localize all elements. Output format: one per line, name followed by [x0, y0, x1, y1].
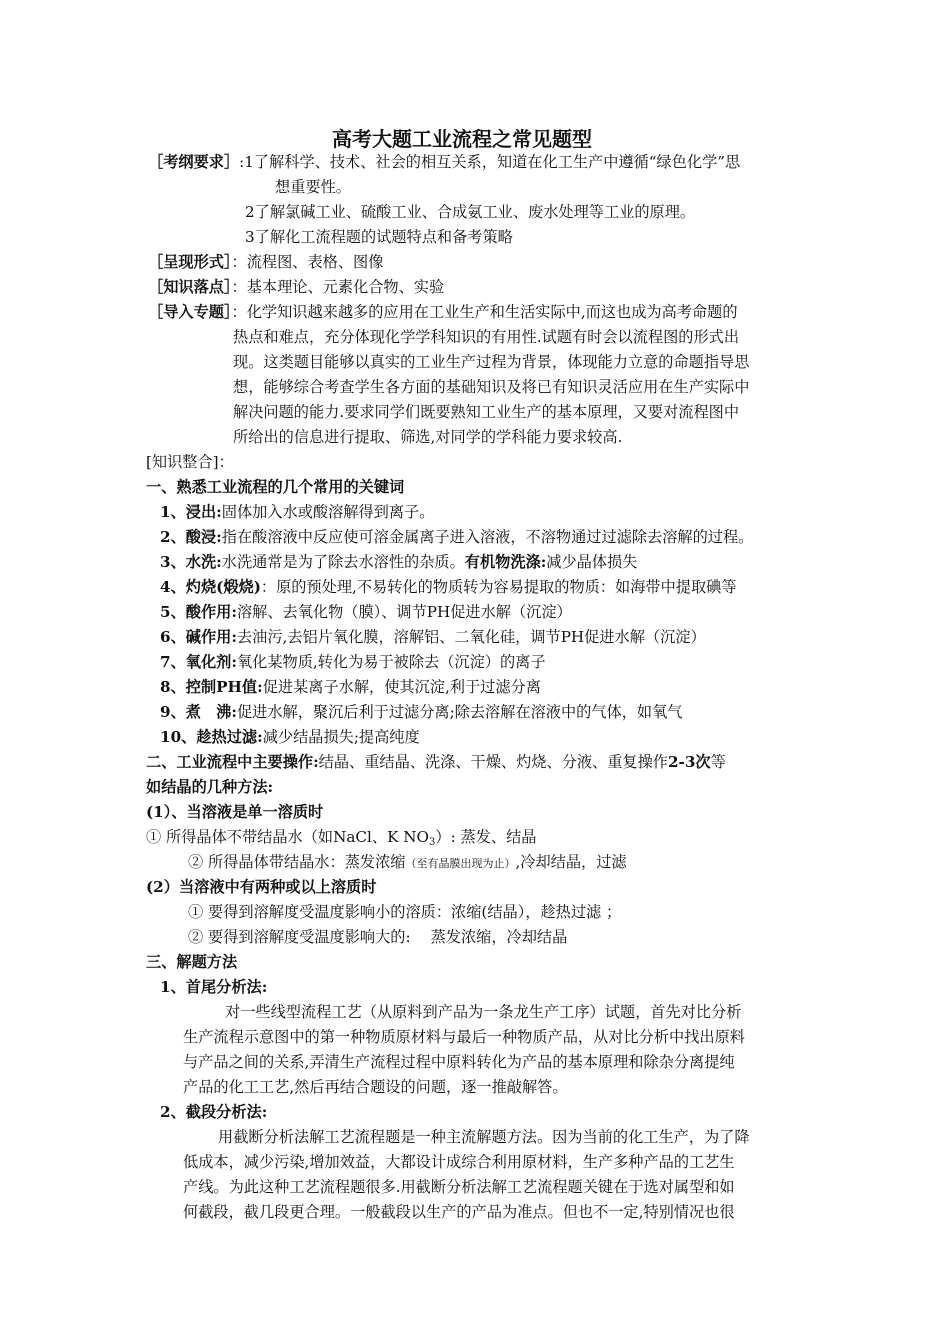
keyword-desc-2: 减少晶体损失	[546, 553, 638, 571]
keyword-term: 5、酸作用:	[160, 603, 237, 621]
daoru-line-1	[148, 302, 738, 322]
keyword-term: 8、控制PH值:	[160, 678, 263, 696]
kaogang-item-2: 2了解氯碱工业、硫酸工业、合成氨工业、废水处理等工业的原理。	[245, 203, 696, 221]
method-1-line: 与产品之间的关系,弄清生产流程过程中原料转化为产品的基本原理和除杂分离提纯	[183, 1053, 735, 1071]
keyword-item	[160, 727, 420, 747]
case-2-line-1: ① 要得到溶解度受温度影响小的溶质：浓缩(结晶），趁热过滤 ；	[188, 903, 622, 921]
keyword-term: 7、氧化剂:	[160, 653, 237, 671]
method-2-line: 何截段，截几段更合理。一般截段以生产的产品为准点。但也不一定,特别情况也很	[183, 1203, 735, 1221]
zhenghe-label: [知识整合]：	[146, 453, 234, 471]
daoru-text-2: 热点和难点，充分体现化学学科知识的有用性.试题有时会以流程图的形式出	[233, 328, 740, 346]
keyword-item	[160, 702, 683, 722]
case-1-line-2b: ,冷却结晶，过滤	[515, 853, 627, 871]
kaogang-label: ［考纲要求］	[148, 153, 240, 171]
keyword-item	[160, 577, 737, 597]
keyword-desc: 固体加入水或酸溶解得到离子。	[221, 503, 435, 521]
keyword-desc: ：原的预处理,不易转化的物质转为容易提取的物质：如海带中提取碘等	[260, 578, 737, 596]
method-1-heading: 1、首尾分析法:	[160, 978, 268, 996]
keyword-item	[160, 527, 753, 547]
keyword-item	[160, 602, 572, 622]
keyword-desc: 溶解、去氧化物（膜）、调节PH促进水解（沉淀）	[236, 603, 572, 621]
zhishi-luodian-line	[148, 277, 444, 297]
method-2-line: 用截断分析法解工艺流程题是一种主流解题方法。因为当前的化工生产，为了降	[218, 1128, 750, 1146]
keyword-desc: 减少结晶损失;提高纯度	[262, 728, 420, 746]
keyword-desc: 促进水解，聚沉后利于过滤分离;除去溶解在溶液中的气体，如氧气	[236, 703, 683, 721]
case-2-heading: (2）当溶液中有两种或以上溶质时	[146, 878, 377, 896]
keyword-term: 9、煮 沸:	[160, 703, 237, 721]
method-2-heading: 2、截段分析法:	[160, 1103, 268, 1121]
section-2-heading: 二、工业流程中主要操作:	[146, 753, 319, 771]
keyword-item	[160, 652, 546, 672]
method-2-line: 低成本，减少污染,增加效益，大都设计成综合利用原材料，生产多种产品的工艺生	[183, 1153, 735, 1171]
kaogang-item-1b: 想重要性。	[275, 178, 351, 196]
case-1-line-2-note: （至有晶膜出现为止）	[405, 857, 516, 870]
section-2-text-end: 等	[710, 753, 726, 771]
keyword-item	[160, 677, 541, 697]
section-3-heading: 三、解题方法	[146, 953, 238, 971]
daoru-text-6: 所给出的信息进行提取、筛选,对同学的学科能力要求较高.	[233, 428, 623, 446]
keyword-desc: 氧化某物质,转化为易于被除去（沉淀）的离子	[236, 653, 546, 671]
page-title: 高考大题工业流程之常见题型	[332, 127, 592, 151]
section-2-line	[146, 752, 726, 772]
zhishi-luodian-text: ：基本理论、元素化合物、实验	[231, 278, 445, 296]
chengxian-line	[148, 252, 383, 272]
keyword-term: 3、水洗:	[160, 553, 222, 571]
case-1-subscript: 3	[429, 837, 436, 848]
keyword-term: 2、酸浸:	[160, 528, 222, 546]
case-1-line-1b: ）: 蒸发、结晶	[435, 828, 537, 846]
method-1-line: 产品的化工工艺,然后再结合题设的问题，逐一推敲解答。	[183, 1078, 568, 1096]
section-2-text-bold: 2-3次	[667, 753, 711, 771]
keyword-term: 6、碱作用:	[160, 628, 237, 646]
keyword-desc: 促进某离子水解，使其沉淀,利于过滤分离	[262, 678, 541, 696]
chengxian-text: ：流程图、表格、图像	[231, 253, 384, 271]
chengxian-label: ［呈现形式］	[148, 253, 232, 271]
keyword-term: 1、浸出:	[160, 503, 222, 521]
kaogang-item-1a: :1了解科学、技术、社会的相互关系，知道在化工生产中遵循“绿色化学”思	[239, 153, 741, 171]
keyword-item	[160, 552, 637, 572]
keyword-term-2: 有机物洗涤:	[464, 553, 547, 571]
method-2-line: 产线。为此这种工艺流程题很多.用截断分析法解工艺流程题关键在于选对属型和如	[183, 1178, 735, 1196]
zhishi-luodian-label: ［知识落点］	[148, 278, 232, 296]
case-1-line-2a: ② 所得晶体带结晶水：蒸发浓缩	[188, 853, 406, 871]
keyword-desc: 水洗通常是为了除去水溶性的杂质。	[221, 553, 465, 571]
daoru-text-5: 解决问题的能力.要求同学们既要熟知工业生产的基本原理，又要对流程图中	[233, 403, 740, 421]
keyword-term: 4、灼烧(煅烧)	[160, 578, 261, 596]
kaogang-line-1	[148, 152, 740, 172]
keyword-term: 10、趁热过滤:	[160, 728, 263, 746]
case-1-line-1	[146, 827, 536, 853]
daoru-text-4: 想，能够综合考查学生各方面的基础知识及将已有知识灵活应用在生产实际中	[233, 378, 750, 396]
section-2-text: 结晶、重结晶、洗涤、干燥、灼烧、分液、重复操作	[318, 753, 668, 771]
keyword-desc: 去油污,去铝片氧化膜，溶解铝、二氧化硅，调节PH促进水解（沉淀）	[236, 628, 706, 646]
keyword-desc: 指在酸溶液中反应使可溶金属离子进入溶液，不溶物通过过滤除去溶解的过程。	[221, 528, 754, 546]
case-2-line-2: ② 要得到溶解度受温度影响大的: 蒸发浓缩，冷却结晶	[188, 928, 568, 946]
keyword-item	[160, 502, 434, 522]
section-2-subheading: 如结晶的几种方法:	[146, 778, 274, 796]
daoru-text-3: 现。这类题目能够以真实的工业生产过程为背景，体现能力立意的命题指导思	[233, 353, 750, 371]
daoru-text-1: ：化学知识越来越多的应用在工业生产和生活实际中,而这也成为高考命题的	[231, 303, 738, 321]
case-1-heading: (1）、当溶液是单一溶质时	[146, 803, 324, 821]
section-1-heading: 一、熟悉工业流程的几个常用的关键词	[146, 478, 405, 496]
daoru-label: ［导入专题］	[148, 303, 232, 321]
case-1-line-2	[188, 852, 627, 874]
kaogang-item-3: 3了解化工流程题的试题特点和备考策略	[245, 228, 513, 246]
method-1-line: 生产流程示意图中的第一种物质原材料与最后一种物质产品，从对比分析中找出原料	[183, 1028, 745, 1046]
method-1-line: 对一些线型流程工艺（从原料到产品为一条龙生产工序）试题，首先对比分析	[225, 1003, 742, 1021]
case-1-line-1a: ① 所得晶体不带结晶水（如NaCl、K NO	[146, 828, 430, 846]
keyword-item	[160, 627, 706, 647]
